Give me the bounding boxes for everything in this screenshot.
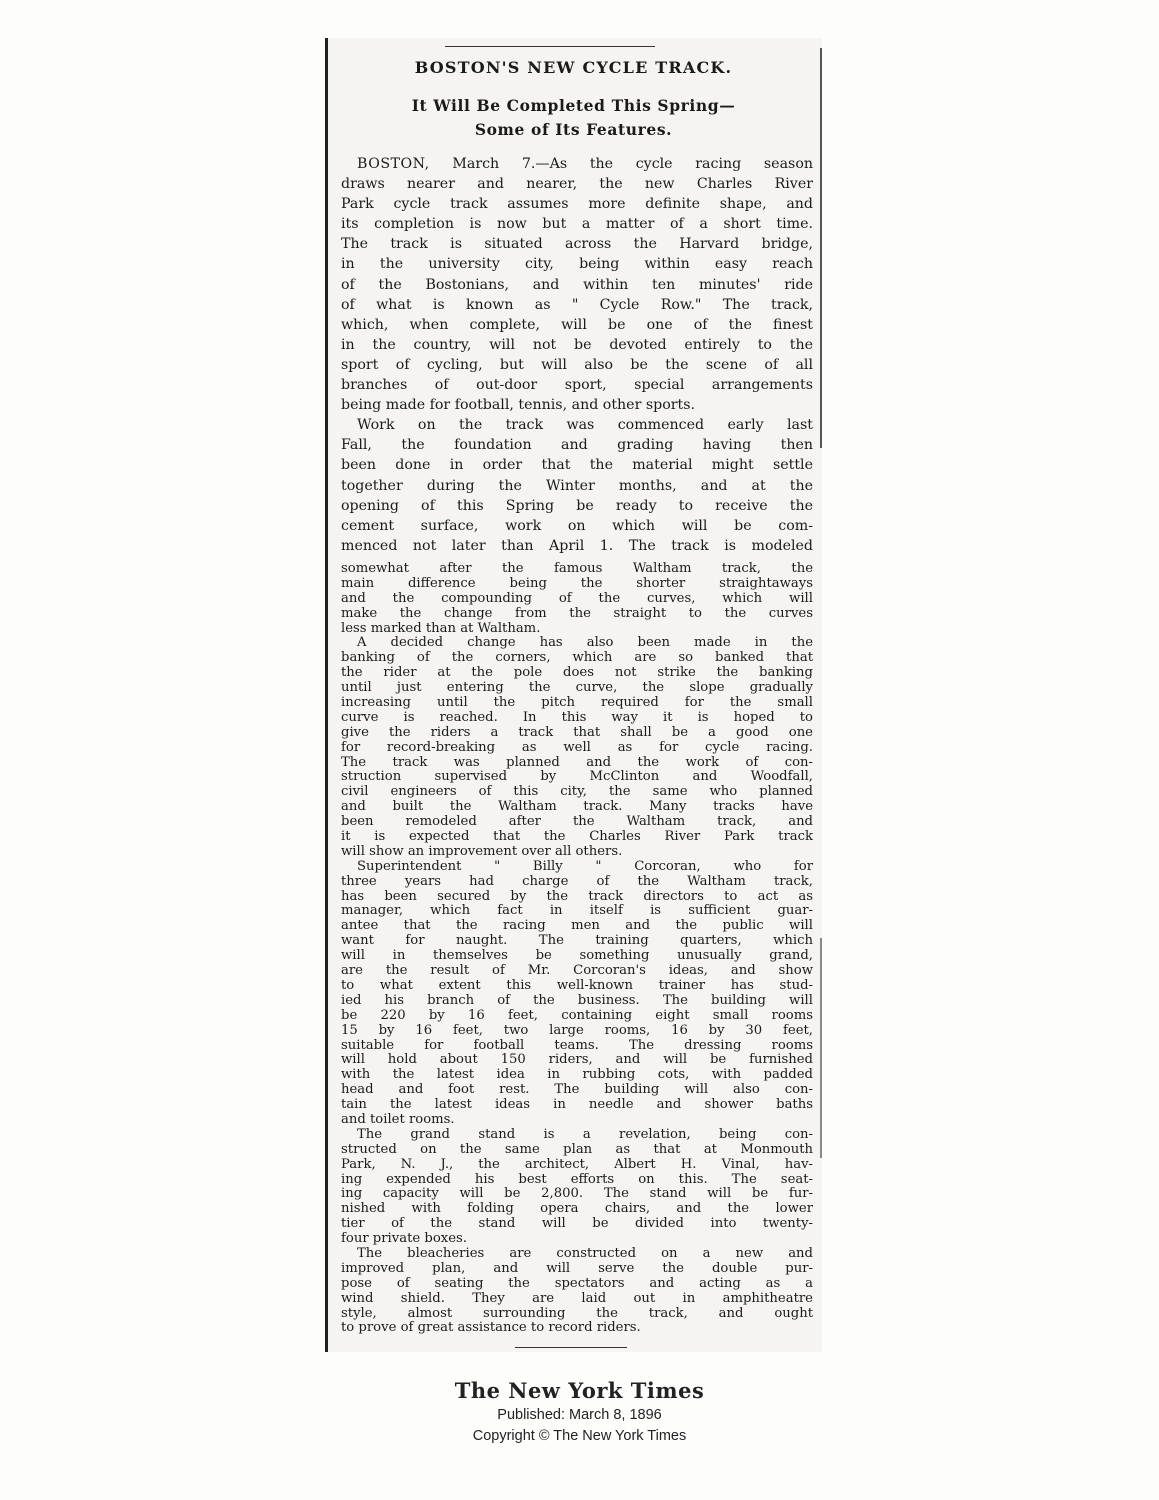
article-line: to prove of great assistance to record riders. — [341, 1321, 641, 1336]
article-line: pose of seating the spectators and acting as a — [341, 1276, 813, 1291]
top-divider — [445, 46, 655, 47]
article-line: are the result of Mr. Corcoran's ideas, and show — [341, 964, 813, 979]
article-line — [341, 154, 813, 174]
article-line: together during the Winter months, and at the — [341, 477, 813, 494]
copyright-notice: Copyright © The New York Times — [472, 1428, 687, 1444]
article-line: Superintendent " Billy " Corcoran, who for — [357, 859, 813, 874]
article-line: civil engineers of this city, the same who planned — [341, 785, 813, 800]
dateline: BOSTON, — [357, 156, 430, 172]
article-body-bottom — [341, 562, 813, 1336]
column-rule-right — [820, 48, 822, 448]
article-line: of the Bostonians, and within ten minutes' ride — [341, 276, 813, 293]
article-line: Work on the track was commenced early last — [357, 417, 813, 434]
article-line: being made for football, tennis, and other sports. — [341, 397, 696, 414]
article-line: struction supervised by McClinton and Woodfall, — [341, 770, 813, 785]
headline: BOSTON'S NEW CYCLE TRACK. — [414, 58, 733, 77]
article-clipping — [325, 38, 822, 1352]
footer — [0, 1378, 1159, 1447]
article-body-top — [341, 154, 813, 556]
article-line: in the university city, being within easy reach — [341, 256, 813, 273]
article-line: structed on the same plan as that at Monmouth — [341, 1142, 813, 1157]
article-line: A decided change has also been made in the — [357, 636, 813, 651]
article-line: suitable for football teams. The dressing rooms — [341, 1038, 813, 1053]
article-line: banking of the corners, which are so banked that — [341, 651, 813, 666]
article-line: head and foot rest. The building will also con- — [341, 1083, 813, 1098]
article-line: 15 by 16 feet, two large rooms, 16 by 30 feet, — [341, 1023, 813, 1038]
subhead-line: It Will Be Completed This Spring— — [411, 96, 736, 115]
article-line: increasing until the pitch required for the small — [341, 696, 813, 711]
article-line: four private boxes. — [341, 1232, 467, 1247]
article-line: manager, which fact in itself is sufficient guar- — [341, 904, 813, 919]
article-line: antee that the racing men and the public will — [341, 919, 813, 934]
article-line: and the compounding of the curves, which will — [341, 591, 813, 606]
article-line: branches of out-door sport, special arrangements — [341, 377, 813, 394]
subhead-line: Some of Its Features. — [474, 120, 673, 139]
article-line-text: March 7.—As the cycle racing season — [429, 156, 813, 172]
published-date: Published: March 8, 1896 — [497, 1407, 662, 1423]
subheadline — [339, 94, 808, 142]
article-line: opening of this Spring be ready to receive the — [341, 497, 813, 514]
article-line: will in themselves be something unusually grand, — [341, 949, 813, 964]
article-line: it is expected that the Charles River Park track — [341, 830, 813, 845]
article-line: of what is known as " Cycle Row." The track, — [341, 296, 813, 313]
article-line: ing expended his best efforts on this. The seat- — [341, 1172, 813, 1187]
article-line: three years had charge of the Waltham track, — [341, 874, 813, 889]
article-line: and built the Waltham track. Many tracks have — [341, 800, 813, 815]
article-line: somewhat after the famous Waltham track, the — [341, 562, 813, 576]
article-line: sport of cycling, but will also be the scene of all — [341, 356, 813, 373]
column-rule-right-lower — [820, 938, 822, 1158]
article-line: Fall, the foundation and grading having then — [341, 437, 813, 454]
article-line: in the country, will not be devoted entirely to the — [341, 336, 813, 353]
article-line: make the change from the straight to the curves — [341, 606, 813, 621]
article-line: tier of the stand will be divided into twenty- — [341, 1217, 813, 1232]
article-line: The bleacheries are constructed on a new and — [357, 1246, 813, 1261]
article-line: until just entering the curve, the slope gradually — [341, 681, 813, 696]
article-line: the rider at the pole does not strike the banking — [341, 666, 813, 681]
article-line: to what extent this well-known trainer has stud- — [341, 978, 813, 993]
article-line: curve is reached. In this way it is hoped to — [341, 710, 813, 725]
article-line: with the latest idea in rubbing cots, with padded — [341, 1068, 813, 1083]
article-line: The track was planned and the work of con- — [341, 755, 813, 770]
article-line: tain the latest ideas in needle and shower baths — [341, 1098, 813, 1113]
article-line: less marked than at Waltham. — [341, 621, 541, 636]
article-line: want for naught. The training quarters, which — [341, 934, 813, 949]
article-line: ing capacity will be 2,800. The stand will be fur- — [341, 1187, 813, 1202]
article-line: been done in order that the material might settle — [341, 457, 813, 474]
article-line: its completion is now but a matter of a short time. — [341, 216, 813, 233]
article-line: give the riders a track that shall be a good one — [341, 725, 813, 740]
article-line: nished with folding opera chairs, and the lower — [341, 1202, 813, 1217]
article-line: wind shield. They are laid out in amphitheatre — [341, 1291, 813, 1306]
article-line: The track is situated across the Harvard bridge, — [341, 236, 813, 253]
article-line: main difference being the shorter straightaways — [341, 576, 813, 591]
article-line: been remodeled after the Waltham track, and — [341, 815, 813, 830]
article-line: will show an improvement over all others. — [341, 844, 623, 859]
article-line: style, almost surrounding the track, and ought — [341, 1306, 813, 1321]
article-line: and toilet rooms. — [341, 1112, 455, 1127]
article-line: will hold about 150 riders, and will be furnished — [341, 1053, 813, 1068]
article-line: menced not later than April 1. The track is modeled — [341, 537, 813, 554]
column-rule-left — [325, 38, 328, 1352]
article-line: has been secured by the track directors to act as — [341, 889, 813, 904]
article-line: for record-breaking as well as for cycle racing. — [341, 740, 813, 755]
article-line: Park, N. J., the architect, Albert H. Vinal, hav- — [341, 1157, 813, 1172]
masthead-logo: The New York Times — [454, 1378, 705, 1403]
article-line: cement surface, work on which will be com- — [341, 517, 813, 534]
article-line: be 220 by 16 feet, containing eight small rooms — [341, 1008, 813, 1023]
article-line: which, when complete, will be one of the finest — [341, 316, 813, 333]
article-line: draws nearer and nearer, the new Charles River — [341, 176, 813, 193]
article-line: The grand stand is a revelation, being con- — [357, 1127, 813, 1142]
article-line: ied his branch of the business. The building will — [341, 993, 813, 1008]
bottom-divider — [515, 1347, 627, 1348]
article-line: improved plan, and will serve the double pur- — [341, 1261, 813, 1276]
article-line: Park cycle track assumes more definite shape, and — [341, 196, 813, 213]
